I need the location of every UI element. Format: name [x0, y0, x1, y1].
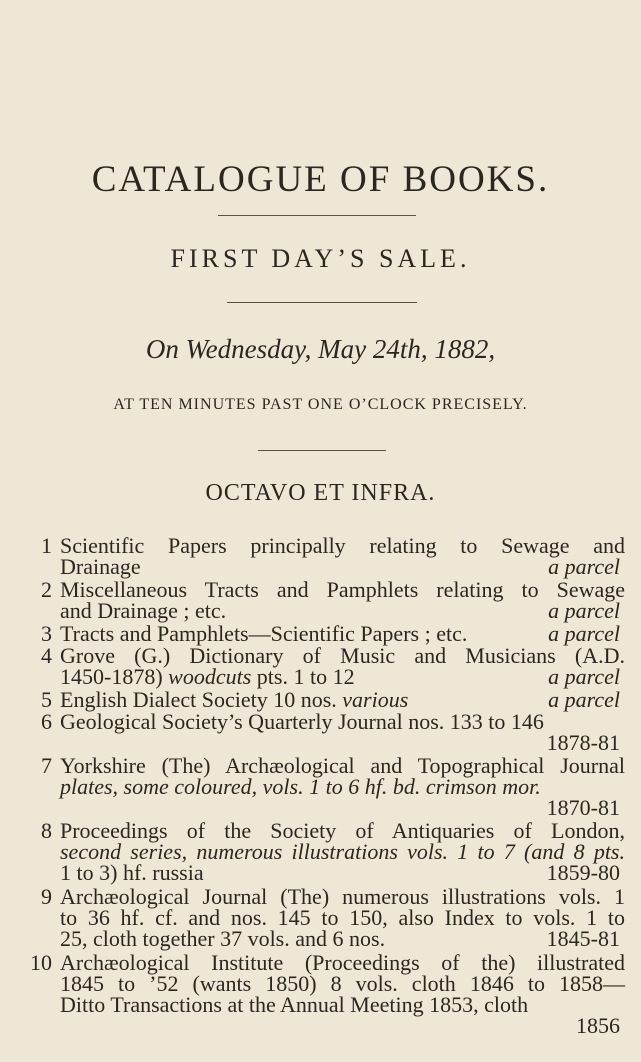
lot-number: 3 [41, 621, 52, 646]
catalogue-title: CATALOGUE OF BOOKS. [91, 159, 550, 200]
lot-number: 8 [41, 818, 52, 843]
lot-entry [30, 755, 625, 818]
lot-entry [30, 535, 625, 577]
lot-description: Scientific Papers principally relating to Sewage and [60, 533, 625, 558]
lot-entry [30, 645, 625, 687]
lot-date: 1856 [576, 1013, 620, 1038]
lot-description: Yorkshire (The) Archæological and Topographical Journal [60, 753, 625, 778]
lot-description: Proceedings of the Society of Antiquaries of London, [60, 818, 625, 843]
lot-entry [30, 579, 625, 621]
lot-description: and Drainage ; etc. [60, 598, 227, 623]
lot-number: 6 [41, 709, 52, 734]
divider-rule [258, 450, 386, 451]
lot-description: English Dialect Society 10 nos. [60, 687, 337, 712]
lot-date: 1870-81 [546, 795, 620, 820]
lot-description: 1845 to ’52 (wants 1850) 8 vols. cloth 1846 to 1858— [60, 971, 625, 996]
lot-description: Tracts and Pamphlets—Scientific Papers ; etc. [60, 621, 468, 646]
lot-format: a parcel [548, 621, 620, 646]
lot-description: to 36 hf. cf. and nos. 145 to 150, also Index to vols. 1 to [60, 905, 625, 930]
lot-description: plates, some coloured, vols. 1 to 6 hf. bd. crimson mor. [60, 774, 541, 799]
lot-illustrations: woodcuts [168, 664, 252, 689]
lot-description: Archæological Journal (The) numerous illustrations vols. 1 [60, 884, 625, 909]
lot-number: 2 [41, 577, 52, 602]
lot-description: Ditto Transactions at the Annual Meeting 1853, cloth [60, 992, 529, 1017]
lot-format: a parcel [548, 687, 620, 712]
lot-parts: pts. 1 to 12 [256, 664, 355, 689]
lot-description: 1 to 3) hf. russia [60, 860, 204, 885]
divider-rule [227, 302, 417, 303]
lot-entry [30, 711, 625, 753]
lot-format: a parcel [548, 598, 620, 623]
lot-description: Miscellaneous Tracts and Pamphlets relating to Sewage [60, 577, 625, 602]
lot-number: 9 [41, 884, 52, 909]
lot-description: Geological Society’s Quarterly Journal nos. 133 to 146 [60, 709, 544, 734]
lot-description: 25, cloth together 37 vols. and 6 nos. [60, 926, 386, 951]
lot-entry [30, 623, 625, 644]
lot-entry [30, 952, 625, 1036]
lot-number: 5 [41, 687, 52, 712]
lot-number: 4 [41, 643, 52, 668]
lot-description: Grove (G.) Dictionary of Music and Musicians (A.D. [60, 643, 625, 668]
lot-description: Drainage [60, 554, 141, 579]
lot-format: a parcel [548, 554, 620, 579]
lot-entry [30, 689, 625, 710]
lot-entry [30, 820, 625, 883]
lot-date: 1859-80 [546, 860, 620, 885]
lot-description: second series, numerous illustrations vols. 1 to 7 (and 8 pts. [60, 839, 625, 864]
lot-date: 1878-81 [546, 730, 620, 755]
sale-date: On Wednesday, May 24th, 1882, [145, 334, 496, 364]
lot-entry [30, 886, 625, 949]
lot-condition: various [342, 687, 409, 712]
lot-description: 1450-1878) [60, 664, 163, 689]
lot-number: 10 [30, 950, 52, 975]
lot-format: a parcel [548, 664, 620, 689]
lot-number: 7 [41, 753, 52, 778]
sale-title: FIRST DAY’S SALE. [170, 244, 471, 273]
lot-description: Archæological Institute (Proceedings of the) illustrated [60, 950, 625, 975]
sale-time: AT TEN MINUTES PAST ONE O’CLOCK PRECISELY. [113, 396, 528, 413]
lot-number: 1 [41, 533, 52, 558]
divider-rule [218, 215, 416, 216]
lot-date: 1845-81 [546, 926, 620, 951]
section-title: OCTAVO ET INFRA. [205, 480, 436, 506]
